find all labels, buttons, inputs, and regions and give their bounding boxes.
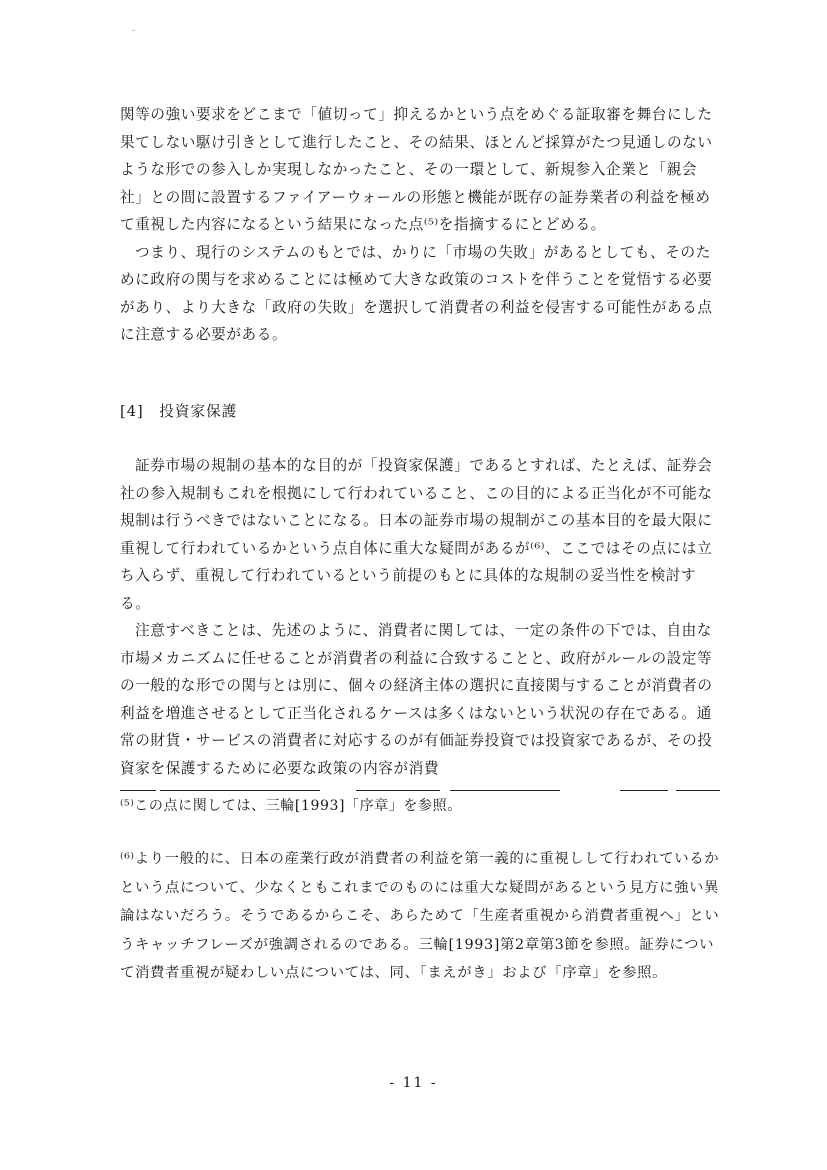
page-number: - 11 -: [389, 1075, 438, 1091]
paragraph: 注意すべきことは、先述のように、消費者に関しては、一定の条件の下では、自由な市場メカニズムに任せることが消費者の利益に合致することと、政府がルールの設定等の一般的な形での関与とは別に、個々の経済主体の選択に直接関与することが消費者の利益を増進させるとして正当化されるケースは多くはないという状況の存在である。通常の財貨・サービスの消費者に対応するのが有価証券投資では投資家であるが、その投資家を保護するために必要な政策の内容が消費: [120, 622, 713, 777]
paragraph: 証券市場の規制の基本的な目的が「投資家保護」であるとすれば、たとえば、証券会社の参入規制もこれを根拠にして行われていること、この目的による正当化が不可能な規制は行うべきではないことになる。日本の証券市場の規制がこの基本目的を最大限に重視して行われているかという点自体に重大な疑問があるが⁽⁶⁾、ここではその点には立ち入らず、重視して行われているという前提のもとに具体的な規制の妥当性を検討する。: [120, 457, 713, 612]
footnote-separator: [120, 790, 720, 792]
paragraph: 関等の強い要求をどこまで「値切って」抑えるかという点をめぐる証取審を舞台にした果てしない駆け引きとして進行したこと、その結果、ほとんど採算がたつ見通しのないような形での参入しか実現しなかったこと、その一環として、新規参入企業と「親会社」との間に設置するファイアーウォールの形態と機能が既存の証券業者の利益を極めて重視した内容になるという結果になった点⁽⁵⁾を指摘するにとどめる。: [120, 106, 713, 233]
section-heading: [4] 投資家保護: [120, 403, 238, 420]
paragraph: つまり、現行のシステムのもとでは、かりに「市場の失敗」があるとしても、そのために政府の関与を求めることには極めて大きな政策のコストを伴うことを覚悟する必要があり、より大きな「政府の失敗」を選択して消費者の利益を侵害する可能性がある点に注意する必要がある。: [120, 243, 713, 343]
corner-mark: -: [132, 26, 136, 36]
footnote-5: ⁽⁵⁾この点に関しては、三輪[1993]「序章」を参照。: [120, 798, 462, 814]
body-text-top: [120, 101, 720, 349]
footnote-6: ⁽⁶⁾より一般的に、日本の産業行政が消費者の利益を第一義的に重視しして行われているかという点について、少なくともこれまでのものには重大な疑問があるという見方に強い異論はないだろう。そうであるからこそ、あらためて「生産者重視から消費者重視へ」というキャッチフレーズが強調されるのである。三輪[1993]第2章第3節を参照。証券について消費者重視が疑わしい点については、同、「まえがき」および「序章」を参照。: [120, 851, 720, 981]
body-text-mid: [120, 452, 720, 782]
